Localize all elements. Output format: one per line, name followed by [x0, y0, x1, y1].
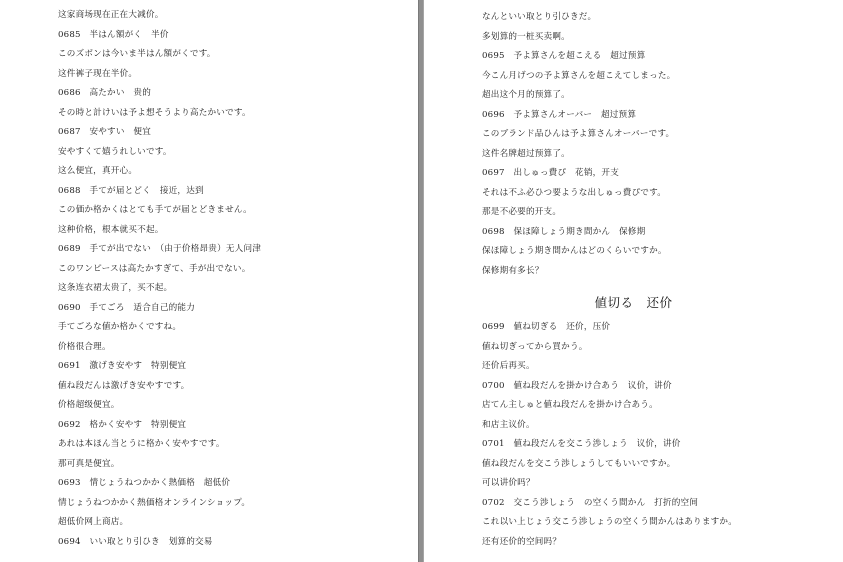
text-line: 这件名牌超过预算了。 — [482, 148, 570, 159]
text-line: 安やすくて嬉うれしいです。 — [58, 146, 172, 157]
text-line: このブランド品ひんは予よ算さんオーバーです。 — [482, 129, 675, 139]
text-line: その時と計けいは予よ想そうより高たかいです。 — [58, 107, 251, 118]
text-line: 可以讲价吗？ — [482, 478, 535, 488]
left-page — [0, 0, 418, 562]
entry-heading: 0692 格かく安やす 特别便宜 — [58, 419, 187, 430]
text-line: 値ね切ぎってから買かう。 — [482, 341, 588, 352]
text-line: 这条连衣裙太贵了，买不起。 — [58, 283, 173, 293]
entry-heading: 0700 値ね段だんを掛かけ合あう 议价，讲价 — [482, 380, 672, 391]
entry-heading: 0698 保ほ障しょう期き間かん 保修期 — [482, 226, 646, 237]
text-line: 保ほ障しょう期き間かんはどのくらいですか。 — [482, 246, 667, 256]
text-line: 那可真是便宜。 — [58, 458, 120, 469]
text-line: 这种价格，根本就买不起。 — [58, 224, 164, 235]
text-line: この価か格かくはとても手てが届とどきません。 — [58, 205, 252, 215]
entry-heading: 0695 予よ算さんを超こえる 超过预算 — [482, 51, 646, 61]
entry-heading: 0701 値ね段だんを交こう渉しょう 议价，讲价 — [482, 439, 681, 449]
text-line: 还价后再买。 — [482, 361, 535, 371]
text-line: 店てん主しゅと値ね段だんを掛かけ合あう。 — [482, 400, 658, 410]
entry-heading: 0688 手てが届とどく 接近，达到 — [58, 185, 204, 196]
entry-heading: 0691 激げき安やす 特别便宜 — [58, 361, 187, 371]
text-line: なんといい取とり引ひきだ。 — [482, 12, 597, 22]
entry-heading: 0693 情じょうねつかかく熱価格 超低价 — [58, 478, 231, 488]
entry-heading: 0686 高たかい 贵的 — [58, 88, 152, 98]
text-line: 超低价网上商店。 — [58, 517, 129, 527]
text-line: 价格超级便宜。 — [58, 400, 120, 410]
entry-heading: 0687 安やすい 便宜 — [58, 127, 152, 137]
right-page — [424, 0, 843, 562]
entry-heading: 0690 手てごろ 适合自己的能力 — [58, 302, 195, 313]
text-line: 和店主议价。 — [482, 419, 535, 430]
entry-heading: 0702 交こう渉しょう の空くう間かん 打折的空间 — [482, 497, 699, 508]
text-line: 値ね段だんを交こう渉しょうしてもいいですか。 — [482, 458, 676, 469]
text-line: 还有还价的空间吗？ — [482, 536, 562, 547]
entry-heading: 0685 半はん額がく 半价 — [58, 29, 169, 40]
entry-heading: 0696 予よ算さんオーバー 超过预算 — [482, 109, 637, 120]
text-line: 那是不必要的开支。 — [482, 207, 562, 217]
text-line: あれは本ほん当とうに格かく安やすです。 — [58, 439, 225, 449]
entry-heading: 0694 いい取とり引ひき 划算的交易 — [58, 536, 213, 547]
text-line: このワンピースは高たかすぎて、手が出でない。 — [58, 263, 251, 274]
text-line: 情じょうねつかかく熱価格オンラインショップ。 — [58, 497, 251, 508]
text-line: 超出这个月的预算了。 — [482, 90, 570, 100]
text-line: 价格很合理。 — [58, 341, 111, 352]
text-line: 保修期有多长？ — [482, 265, 544, 276]
text-line: これ以い上じょう交こう渉しょうの空くう間かんはありますか。 — [482, 517, 738, 527]
text-line: 这么便宜，真开心。 — [58, 166, 138, 176]
text-line: このズボンは今いま半はん額がくです。 — [58, 49, 216, 59]
text-line: 手てごろな値か格かくですね。 — [58, 322, 182, 332]
entry-heading: 0699 値ね切ぎる 还价，压价 — [482, 322, 611, 332]
text-line: それは不ふ必ひつ要ような出しゅっ費ぴです。 — [482, 187, 666, 198]
section-title: 値切る 还价 — [594, 295, 673, 310]
entry-heading: 0689 手てが出でない （由于价格昂贵）无人问津 — [58, 244, 262, 254]
text-line: 値ね段だんは激げき安やすです。 — [58, 380, 190, 391]
text-line: 今こん月げつの予よ算さんを超こえてしまった。 — [482, 70, 676, 81]
text-line: 这家商场现在正在大减价。 — [58, 10, 164, 20]
text-line: 多划算的一桩买卖啊。 — [482, 31, 570, 42]
entry-heading: 0697 出しゅっ費ぴ 花销，开支 — [482, 168, 619, 178]
text-line: 这件裤子现在半价。 — [58, 68, 138, 79]
